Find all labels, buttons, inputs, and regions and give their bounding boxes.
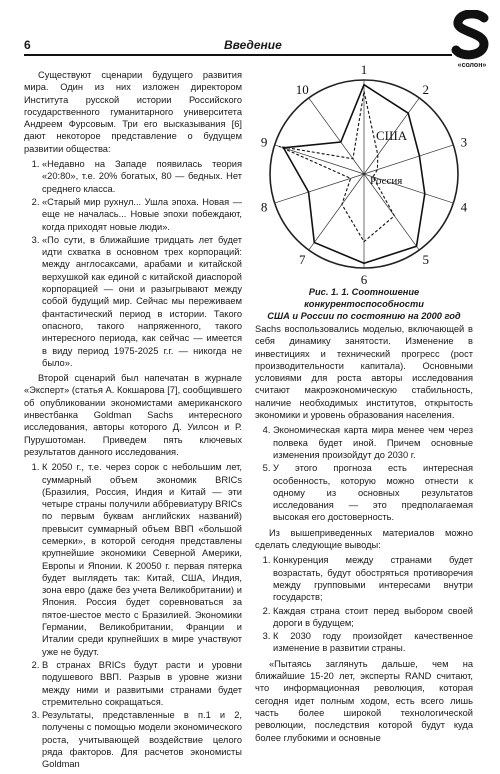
paragraph: Из вышеприведенных материалов можно сделать следующие выводы: [255, 527, 473, 551]
list-item: 3. «По сути, в ближайшие тридцать лет будет идти схватка в основном трех корпораций: между англосаксами, арабами и китайской верхушкой как единой с китайской диаспорой корпорацией — они и разыгрывают между собой будущий мир. Сейчас мы переживаем фантастический период в истории. Такого опасного, такого напряженного, такого интересного периода, как сейчас — имеется в виду период 1975-2025 г.г. — никогда не было». [42, 234, 242, 369]
axis-line [364, 145, 453, 174]
axis-line [275, 174, 364, 203]
paragraph: Существуют сценарии будущего развития мира. Один из них изложен директором Института русской истории Российского государственного гуманитарного университета Андреем Фурсовым. Три его высказывания [6] дают некоторое представление о будущем развитии общества: [24, 70, 242, 154]
list-item: 4. Экономическая карта мира менее чем через полвека будет иной. Причем основные изменения произойдут до 2030 г. [273, 424, 473, 461]
page-number: 6 [24, 38, 31, 52]
results-list-continued [255, 424, 473, 523]
list-item: 2. В странах BRICs будут расти и уровни подушевого ВВП. Разрыв в уровне жизни между ними и развитыми странами будет стремительно сокращаться. [42, 659, 242, 708]
axis-label: 10 [295, 82, 309, 98]
caption-line: Рис. 1. 1. Соотношение конкурентоспособности [304, 287, 424, 309]
section-title: Введение [224, 38, 282, 52]
list-item: 1. Конкуренция между странами будет возрастать, будут обостряться противоречия между групповыми интересами внутри государств; [273, 554, 473, 603]
usa-polygon [284, 85, 425, 264]
axis-label: 2 [422, 82, 429, 98]
results-list [24, 461, 242, 770]
publisher-name: «солон» [457, 62, 487, 69]
usa-label: США [376, 128, 408, 143]
left-column [24, 69, 242, 774]
list-item: 2. «Старый мир рухнул... Ушла эпоха. Новая — еще не началась... Новые эпохи побеждают, когда приходят новые люди». [42, 196, 242, 233]
paragraph: Второй сценарий был напечатан в журнале «Эксперт» (статья А. Кокшарова [7], сообщившего об опубликовании экономистами американского инвестбанка Goldman Sachs интересного исследования, авторы которого Д. Уилсон и Р. Пурушотоман. Приведем пять ключевых результатов данного исследования. [24, 373, 242, 457]
axis-label: 5 [422, 251, 429, 267]
right-column [255, 323, 473, 747]
axis-label: 3 [460, 134, 468, 150]
conclusions-list [255, 554, 473, 654]
list-item: 3. Результаты, представленные в п.1 и 2, получены с помощью модели экономического роста, учитывающей воздействие целого ряда факторов. Для расчетов экономисты Goldman [42, 709, 242, 770]
axis-line [275, 145, 364, 174]
caption-line: США и России по состоянию на 2000 год [267, 311, 461, 321]
list-item: 1. К 2050 г., т.е. через сорок с небольшим лет, суммарный объем экономик BRICs (Бразилия, Россия, Индия и Китай — эти четыре страны получили аббревиатуру BRICs по первым буквам английских названий) превысит суммарный объем ВВП «большой семерки», в которой сегодня представлены крупнейшие экономики Северной Америки, Европы и Японии. К 20050 г. первая пятерка будет выглядеть так: Китай, США, Индия, зона евро (даже без учета Великобритании) и Япония. Россия будет соревноваться за пятое-шестое место с Бразилией. Экономики Германии, Великобритании, Франции и Италии среди крупнейших в мире участвуют уже не будут. [42, 461, 242, 658]
axis-label: 6 [360, 272, 368, 287]
axis-label: 1 [360, 62, 368, 77]
competitiveness-radar-figure [250, 60, 478, 288]
quote-list [24, 158, 242, 369]
axis-label: 7 [299, 251, 306, 267]
list-item: 3. К 2030 году произойдет качественное изменение в развитии страны. [273, 630, 473, 655]
axis-label: 9 [260, 134, 268, 150]
russia-polygon [279, 91, 394, 241]
header-rule [24, 54, 452, 56]
figure-caption [255, 286, 473, 322]
axis-label: 4 [460, 199, 468, 215]
axis-label: 8 [260, 199, 268, 215]
russia-label: Россия [370, 175, 403, 187]
list-item: 2. Каждая страна стоит перед выбором своей дороги в будущем; [273, 605, 473, 630]
axis-line [309, 174, 364, 250]
paragraph: «Пытаясь заглянуть дальше, чем на ближайшие 15-20 лет, эксперты RAND считают, что информационная революция, которая сегодня идет полным ходом, есть всего лишь часть более широкой технологической революции, последствия которой будут куда более глубокими и основные [255, 658, 473, 743]
list-item: 5. У этого прогноза есть интересная особенность, которую можно отнести к одному из основных результатов исследования — это предполагаемая высокая его достоверность. [273, 462, 473, 523]
list-item: 1. «Недавно на Западе появилась теория «20:80», т.е. 20% богатых, 80 — бедных. Нет среднего класса. [42, 158, 242, 195]
axis-line [309, 98, 364, 174]
paragraph: Sachs воспользовались моделью, включающей в себя динамику занятости. Изменение в инвестициях и технический прогресс (рост производительности капитала). Основными условиями для роста авторы исследования считают макроэкономическую стабильность, наличие необходимых институтов, открытость экономики и уровень образования населения. [255, 324, 473, 421]
